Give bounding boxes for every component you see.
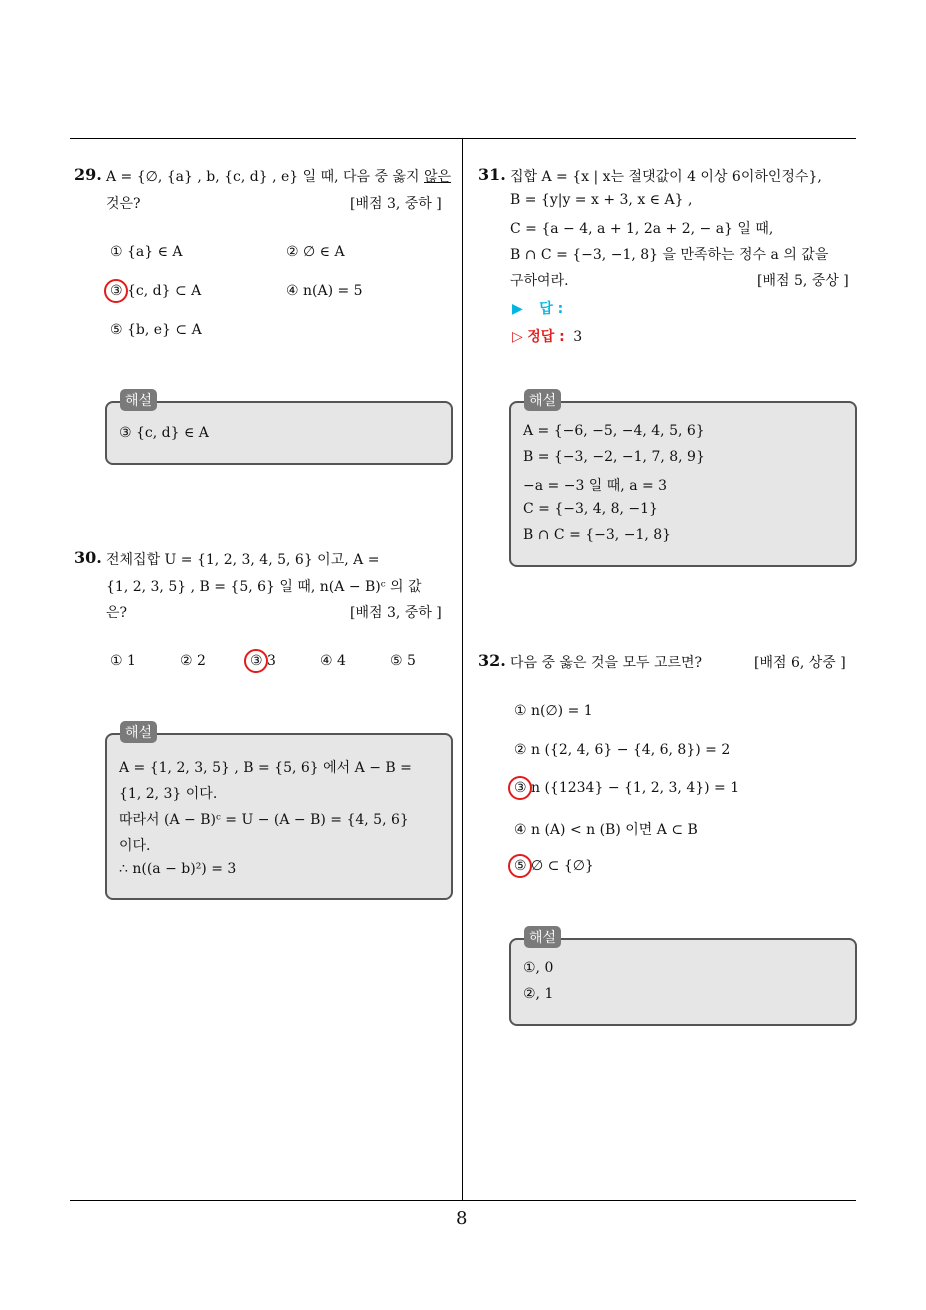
explanation-line: ①, 0	[523, 960, 554, 976]
explanation-line: A = {−6, −5, −4, 4, 5, 6}	[523, 423, 705, 439]
correct-answer-circle	[508, 854, 532, 878]
points-label: [배점 3, 중하 ]	[350, 605, 442, 621]
question-text: 집합 A = {x | x는 절댓값이 4 이상 6이하인정수},	[510, 169, 822, 185]
explanation-line: A = {1, 2, 3, 5} , B = {5, 6} 에서 A − B =	[119, 760, 412, 776]
points-label: [배점 5, 중상 ]	[757, 273, 849, 289]
question-text-cont: 것은?	[106, 196, 141, 212]
correct-value: 3	[573, 329, 583, 345]
correct-answer-row	[512, 326, 582, 346]
explanation-label: 해설	[524, 389, 561, 411]
option-4[interactable]: ④ n(A) = 5	[286, 283, 363, 299]
question-number: 29.	[74, 165, 102, 184]
explanation-box	[509, 401, 857, 567]
option-5[interactable]: ⑤ ∅ ⊂ {∅}	[514, 858, 594, 874]
option-3[interactable]: ③ 3	[250, 653, 276, 669]
page-number: 8	[456, 1208, 468, 1229]
question-text: A = {∅, {a} , b, {c, d} , e} 일 때, 다음 중 옳지 않은	[106, 169, 452, 185]
correct-answer-circle	[508, 776, 532, 800]
explanation-line: B ∩ C = {−3, −1, 8}	[523, 527, 672, 543]
column-divider	[462, 139, 463, 1201]
answer-arrow-icon: ▶	[512, 301, 523, 317]
explanation-label: 해설	[120, 389, 157, 411]
explanation-line: 따라서 (A − B)ᶜ = U − (A − B) = {4, 5, 6}	[119, 812, 409, 828]
correct-label: 정답 :	[527, 329, 565, 345]
question-text-cont: C = {a − 4, a + 1, 2a + 2, − a} 일 때,	[510, 221, 774, 237]
option-2[interactable]: ② 2	[180, 653, 206, 669]
points-label: [배점 3, 중하 ]	[350, 196, 442, 212]
question-text-cont: 은?	[106, 605, 128, 621]
top-rule	[70, 138, 856, 139]
question-text: 전체집합 U = {1, 2, 3, 4, 5, 6} 이고, A =	[106, 552, 380, 568]
question-text-cont: {1, 2, 3, 5} , B = {5, 6} 일 때, n(A − B)ᶜ 의 값	[106, 579, 422, 595]
explanation-line: −a = −3 일 때, a = 3	[523, 478, 668, 494]
option-3[interactable]: ③ n ({1234} − {1, 2, 3, 4}) = 1	[514, 780, 740, 796]
question-number: 32.	[478, 651, 506, 670]
option-1[interactable]: ① {a} ∈ A	[110, 244, 183, 260]
correct-arrow-icon: ▷	[512, 329, 523, 345]
answer-row	[512, 298, 563, 318]
explanation-line: B = {−3, −2, −1, 7, 8, 9}	[523, 449, 705, 465]
answer-label: 답 :	[539, 301, 564, 317]
correct-answer-circle	[104, 279, 128, 303]
question-text-cont: 구하여라.	[510, 273, 569, 289]
question-text: 다음 중 옳은 것을 모두 고르면?	[510, 655, 703, 671]
explanation-box	[105, 401, 453, 465]
question-number: 30.	[74, 548, 102, 567]
explanation-line: ③ {c, d} ∈ A	[119, 425, 209, 441]
explanation-label: 해설	[524, 926, 561, 948]
explanation-line: C = {−3, 4, 8, −1}	[523, 501, 658, 517]
points-label: [배점 6, 상중 ]	[754, 655, 846, 671]
option-5[interactable]: ⑤ {b, e} ⊂ A	[110, 322, 202, 338]
correct-answer-circle	[244, 649, 268, 673]
option-3[interactable]: ③ {c, d} ⊂ A	[110, 283, 202, 299]
question-number: 31.	[478, 165, 506, 184]
explanation-label: 해설	[120, 721, 157, 743]
option-4[interactable]: ④ n (A) < n (B) 이면 A ⊂ B	[514, 822, 698, 838]
question-text-cont: B ∩ C = {−3, −1, 8} 을 만족하는 정수 a 의 값을	[510, 247, 829, 263]
explanation-line: ②, 1	[523, 986, 554, 1002]
option-2[interactable]: ② ∅ ∈ A	[286, 244, 345, 260]
explanation-line: 이다.	[119, 838, 151, 854]
option-1[interactable]: ① 1	[110, 653, 136, 669]
explanation-box	[509, 938, 857, 1026]
explanation-line: {1, 2, 3} 이다.	[119, 786, 218, 802]
option-4[interactable]: ④ 4	[320, 653, 346, 669]
bottom-rule	[70, 1200, 856, 1201]
option-2[interactable]: ② n ({2, 4, 6} − {4, 6, 8}) = 2	[514, 742, 731, 758]
option-5[interactable]: ⑤ 5	[390, 653, 416, 669]
option-1[interactable]: ① n(∅) = 1	[514, 703, 593, 719]
question-text-cont: B = {y|y = x + 3, x ∈ A} ,	[510, 192, 693, 208]
explanation-box	[105, 733, 453, 900]
explanation-line: ∴ n((a − b)²) = 3	[119, 861, 237, 877]
